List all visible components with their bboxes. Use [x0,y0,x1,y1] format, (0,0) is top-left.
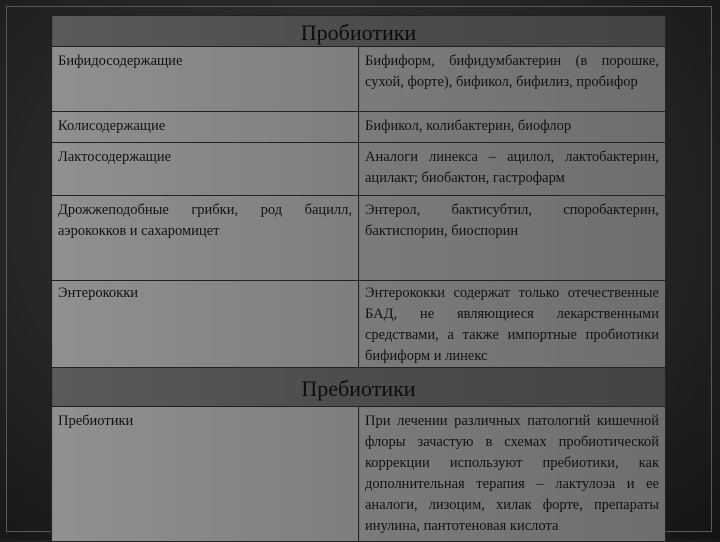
category-cell: Дрожжеподобные грибки, род бацилл, аэрококков и сахаромицет [52,196,359,281]
items-cell: Энтерол, бактисубтил, споробактерин, бактиспорин, биоспорин [359,196,666,281]
category-cell: Бифидосодержащие [52,47,359,112]
table-row [52,143,666,196]
category-cell: Энтерококки [52,281,359,368]
items-cell: При лечении различных патологий кишечной флоры зачастую в схемах пробиотической коррекции используют пребиотики, как дополнительная терапия – лактулоза и ее аналоги, лизоцим, хилак форте, препараты инулина, пантотеновая кислота [359,407,666,542]
probiotics-table [51,15,666,542]
category-cell: Колисодержащие [52,112,359,143]
table-row [52,112,666,143]
table-row [52,196,666,281]
items-cell: Аналоги линекса – ацилол, лактобактерин, ацилакт; биобактон, гастрофарм [359,143,666,196]
category-cell: Пребиотики [52,407,359,542]
items-cell: Энтерококки содержат только отечественные БАД, не являющиеся лекарственными средствами, а также импортные пробиотики бифиформ и линекс [359,281,666,368]
items-cell: Бификол, колибактерин, биофлор [359,112,666,143]
table-row [52,407,666,542]
probiotics-header: Пробиотики [52,16,666,47]
table-row [52,47,666,112]
items-cell: Бифиформ, бифидумбактерин (в порошке, сухой, форте), бификол, бифилиз, пробифор [359,47,666,112]
category-cell: Лактосодержащие [52,143,359,196]
prebiotics-header: Пребиотики [52,368,666,407]
table-row [52,281,666,368]
